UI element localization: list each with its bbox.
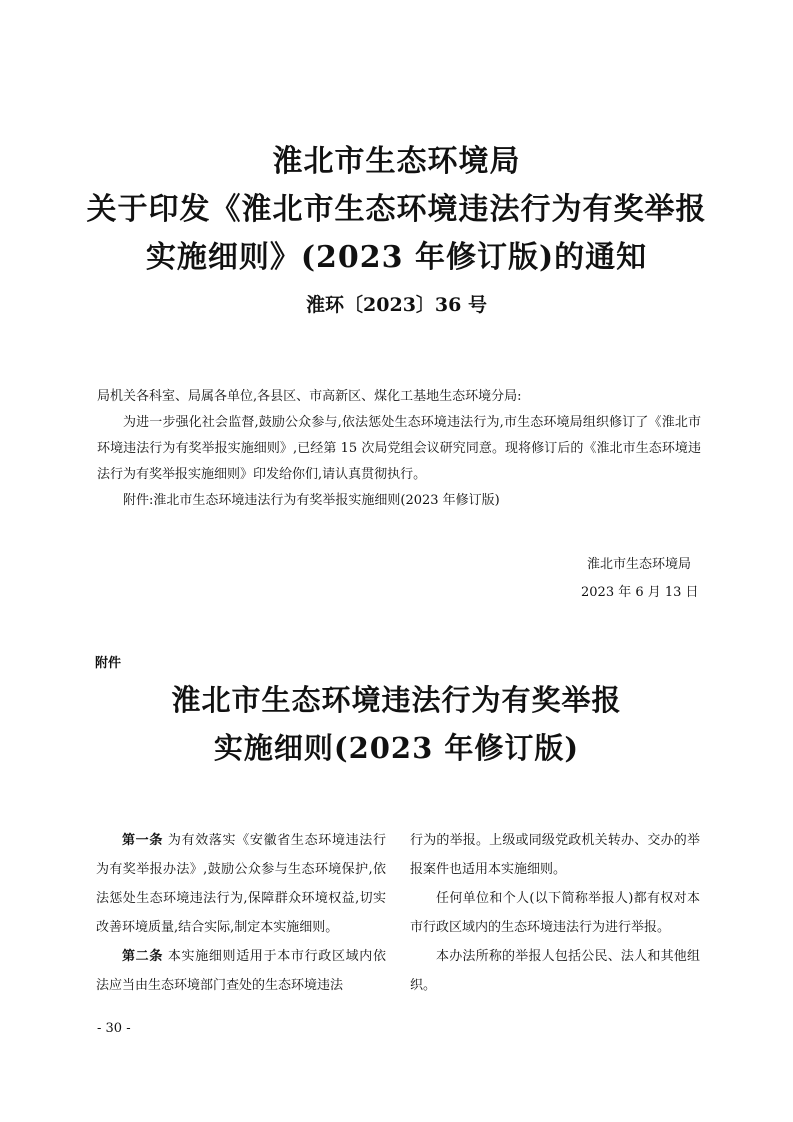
article-2-paragraph-2: 任何单位和个人(以下简称举报人)都有权对本市行政区域内的生态环境违法行为进行举报。 xyxy=(410,891,700,935)
notice-title-line-1: 淮北市生态环境局 xyxy=(272,144,521,179)
article-1 xyxy=(96,826,386,942)
article-2-paragraph-3: 本办法所称的举报人包括公民、法人和其他组织。 xyxy=(410,949,700,993)
notice-paragraph: 为进一步强化社会监督,鼓励公众参与,依法惩处生态环境违法行为,市生态环境局组织修订了《淮北市环境违法行为有奖举报实施细则》,已经第 15 次局党组会议研究同意。现将修订后的《淮北市生态环境违法行为有奖举报实施细则》印发给你们,请认真贯彻执行。 xyxy=(97,415,701,482)
left-column xyxy=(96,826,386,1000)
notice-title-line-2: 关于印发《淮北市生态环境违法行为有奖举报 xyxy=(86,192,707,227)
addressees: 局机关各科室、局属各单位,各县区、市高新区、煤化工基地生态环境分局: xyxy=(97,389,522,404)
notice-title-block xyxy=(0,138,793,320)
issue-date: 2023 年 6 月 13 日 xyxy=(581,585,699,600)
notice-title-line-3: 实施细则》(2023 年修订版)的通知 xyxy=(145,240,648,275)
right-column xyxy=(410,826,700,1000)
page-number: - 30 - xyxy=(97,1021,131,1036)
annex-title-line-2: 实施细则(2023 年修订版) xyxy=(213,731,580,765)
annex-title-block xyxy=(0,676,793,772)
notice-body xyxy=(97,384,701,514)
article-2-heading: 第二条 xyxy=(122,949,164,964)
attachment-line: 附件:淮北市生态环境违法行为有奖举报实施细则(2023 年修订版) xyxy=(123,493,500,508)
article-2-continued: 行为的举报。上级或同级党政机关转办、交办的举报案件也适用本实施细则。 xyxy=(410,833,700,877)
article-1-text: 为有效落实《安徽省生态环境违法行为有奖举报办法》,鼓励公众参与生态环境保护,依法惩处生态环境违法行为,保障群众环境权益,切实改善环境质量,结合实际,制定本实施细则。 xyxy=(96,833,386,935)
issuer-name: 淮北市生态环境局 xyxy=(587,557,692,572)
article-2 xyxy=(96,942,386,1000)
annex-label: 附件 xyxy=(95,656,122,671)
article-2-text: 本实施细则适用于本市行政区域内依法应当由生态环境部门查处的生态环境违法 xyxy=(96,949,386,993)
document-number: 淮环〔2023〕36 号 xyxy=(306,294,487,316)
article-1-heading: 第一条 xyxy=(122,833,164,848)
annex-title-line-1: 淮北市生态环境违法行为有奖举报 xyxy=(171,683,622,717)
